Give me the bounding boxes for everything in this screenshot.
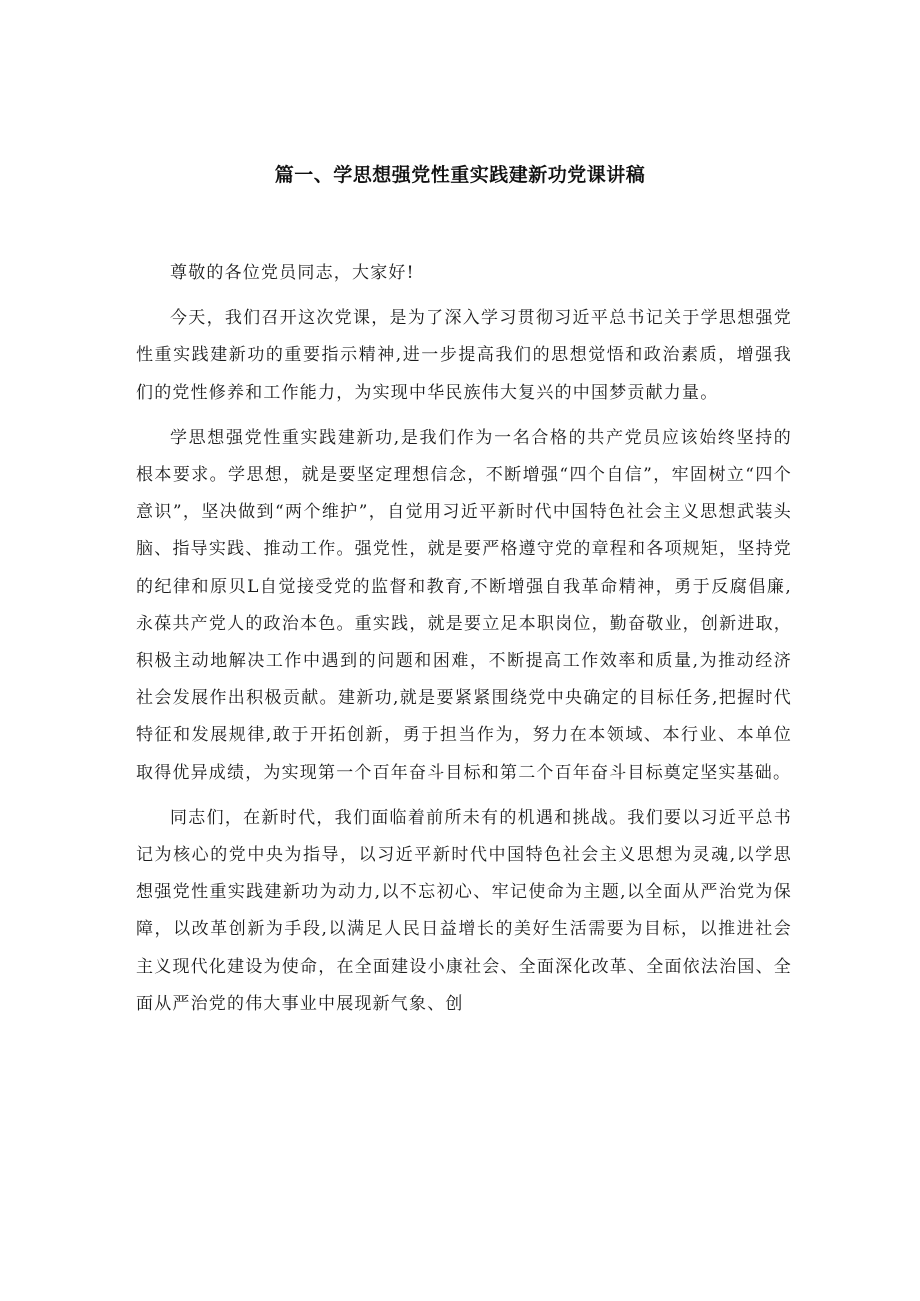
paragraph-greeting: 尊敬的各位党员同志，大家好! (170, 263, 415, 283)
document-title: 篇一、学思想强党性重实践建新功党课讲稿 (274, 164, 646, 186)
paragraph-new-era: 同志们，在新时代，我们面临着前所未有的机遇和挑战。我们要以习近平总书记为核心的党中央为指导，以习近平新时代中国特色社会主义思想为灵魂,以学思想强党性重实践建新功为动力,以不忘初心、牢记使命为主题,以全面从严治党为保障，以改革创新为手段,以满足人民日益增长的美好生活需要为目标，以推进社会主义现代化建设为使命，在全面建设小康社会、全面深化改革、全面依法治国、全面从严治党的伟大事业中展现新气象、创 (136, 807, 792, 1014)
paragraph-requirements: 学思想强党性重实践建新功,是我们作为一名合格的共产党员应该始终坚持的根本要求。学思想，就是要坚定理想信念，不断增强“四个自信”，牢固树立“四个意识”，坚决做到“两个维护”，自觉用习近平新时代中国特色社会主义思想武装头脑、指导实践、推动工作。强党性，就是要严格遵守党的章程和各项规矩，坚持党的纪律和原贝L自觉接受党的监督和教育,不断增强自我革命精神，勇于反腐倡廉,永葆共产党人的政治本色。重实践，就是要立足本职岗位，勤奋敬业，创新进取，积极主动地解决工作中遇到的问题和困难，不断提高工作效率和质量,为推动经济社会发展作出积极贡献。建新功,就是要紧紧围绕党中央确定的目标任务,把握时代特征和发展规律,敢于开拓创新，勇于担当作为，努力在本领域、本行业、本单位取得优异成绩，为实现第一个百年奋斗目标和第二个百年奋斗目标奠定坚实基础。 (136, 427, 792, 783)
document-body (136, 255, 792, 1031)
paragraph-intro: 今天，我们召开这次党课，是为了深入学习贯彻习近平总书记关于学思想强党性重实践建新功的重要指示精神,进一步提高我们的思想觉悟和政治素质，增强我们的党性修养和工作能力，为实现中华民族伟大复兴的中国梦贡献力量。 (136, 308, 792, 403)
